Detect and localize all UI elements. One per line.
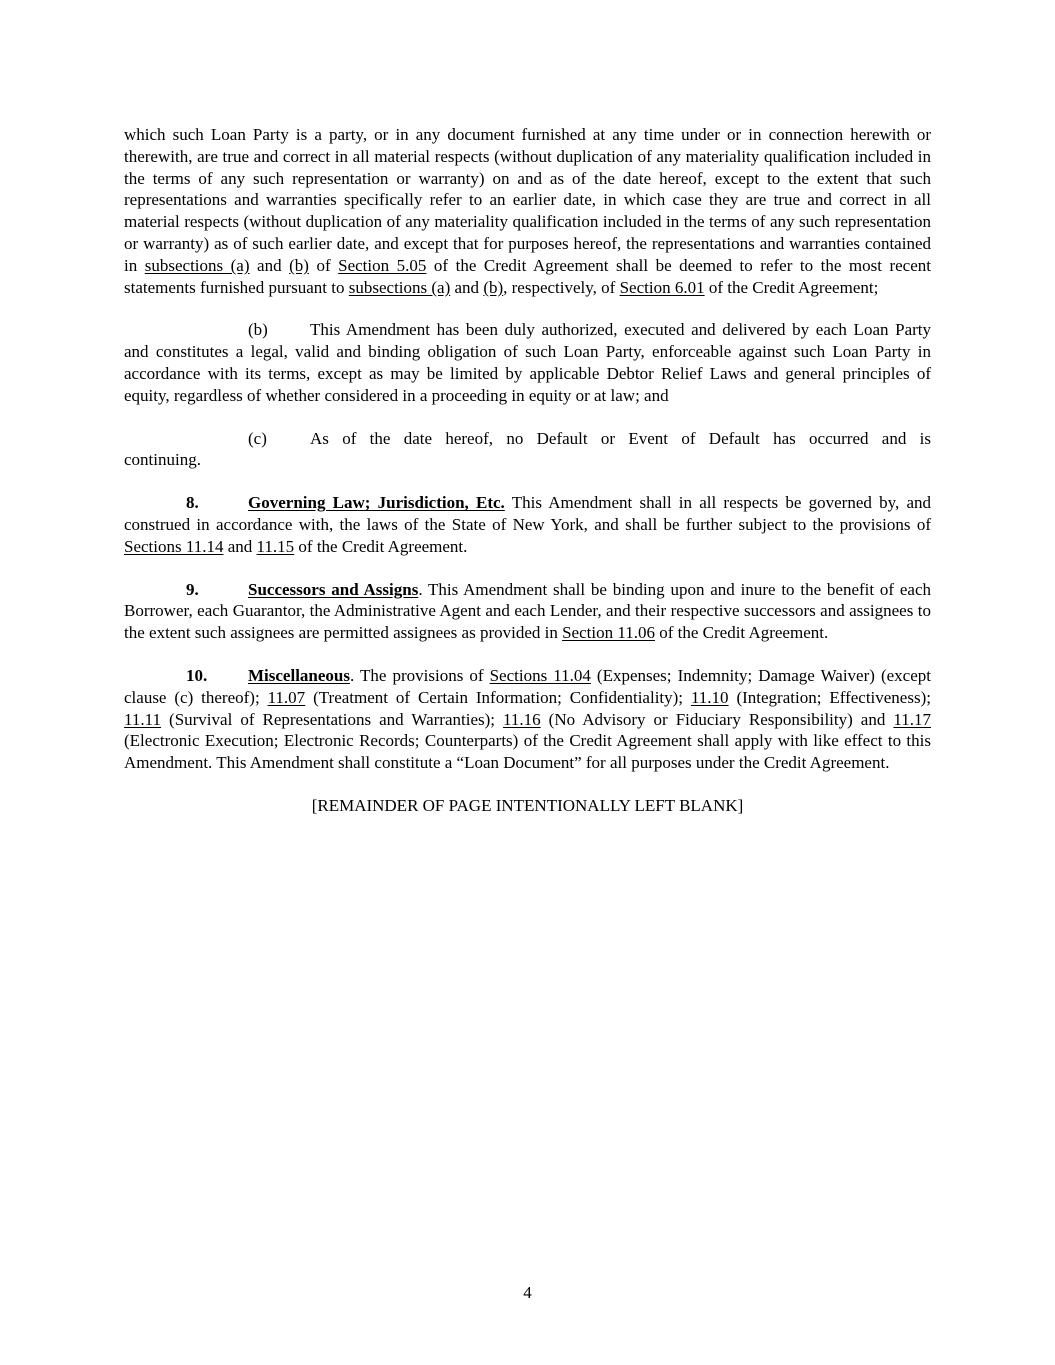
section-10-number: 10.	[186, 665, 208, 685]
section-8-number: 8.	[186, 493, 199, 513]
ref-11-11: 11.11	[124, 709, 161, 729]
paragraph-a-continuation: which such Loan Party is a party, or in any document furnished at any time under or in connection herewith or therewith, are true and correct in all material respects (without duplication of any materiality qualification included in the terms of any such representation or warranty) on and as of the date hereof, except to the extent that such representations and warranties specifically refer to an earlier date, in which case they are true and correct in all material respects (without duplication of any materiality qualification included in the terms of any such representation or warranty) as of such earlier date, and except that for purposes hereof, the representations and warranties contained in subsections (a) and (b) of Section 5.05 of the Credit Agreement shall be deemed to refer to the most recent statements furnished pursuant to subsections (a) and (b), respectively, of Section 6.01 of the Credit Agreement;	[124, 125, 931, 297]
section-8-heading: Governing Law; Jurisdiction, Etc.	[248, 493, 505, 513]
section-10: 10. Miscellaneous. The provisions of Sections 11.04 (Expenses; Indemnity; Damage Waiver) (except clause (c) thereof); 11.07 (Treatment of Certain Information; Confidentiality); 11.10 (Integration; Effectiveness); 11.11 (Survival of Representations and Warranties); 11.16 (No Advisory or Fiduciary Responsibility) and 11.17 (Electronic Execution; Electronic Records; Counterparts) of the Credit Agreement shall apply with like effect to this Amendment. This Amendment shall constitute a “Loan Document” for all purposes under the Credit Agreement.	[124, 665, 931, 773]
section-8: 8. Governing Law; Jurisdiction, Etc. This Amendment shall in all respects be governed by, and construed in accordance with, the laws of the State of New York, and shall be further subject to the provisions of Sections 11.14 and 11.15 of the Credit Agreement.	[124, 493, 932, 556]
ref-11-07: 11.07	[267, 687, 306, 707]
ref-section-6-01: Section 6.01	[619, 277, 705, 297]
page-number: 4	[523, 1283, 532, 1302]
paragraph-c-continued: continuing.	[124, 450, 201, 470]
ref-subsections-a: subsections (a)	[144, 255, 250, 275]
clause-label-b: (b)	[248, 320, 268, 340]
ref-11-17: 11.17	[893, 709, 931, 729]
section-9-number: 9.	[186, 579, 199, 599]
document-page	[124, 124, 931, 817]
ref-b-2: (b)	[483, 277, 504, 297]
ref-section-11-06: Section 11.06	[562, 623, 655, 643]
paragraph-c: (c) As of the date hereof, no Default or Event of Default has occurred and is	[248, 428, 931, 448]
ref-b: (b)	[289, 255, 309, 275]
ref-subsections-a-2: subsections (a)	[348, 277, 451, 297]
ref-section-5-05: Section 5.05	[338, 255, 427, 275]
paragraph-b: (b) This Amendment has been duly authorized, executed and delivered by each Loan Party and constitutes a legal, valid and binding obligation of such Loan Party, enforceable against such Loan Party in accordance with its terms, except as may be limited by applicable Debtor Relief Laws and general principles of equity, regardless of whether considered in a proceeding in equity or at law; and	[124, 320, 931, 405]
section-9: 9. Successors and Assigns. This Amendment shall be binding upon and inure to the benefit of each Borrower, each Guarantor, the Administrative Agent and each Lender, and their respective successors and assignees to the extent such assignees are permitted assignees as provided in Section 11.06 of the Credit Agreement.	[124, 579, 931, 643]
ref-11-10: 11.10	[690, 687, 729, 707]
remainder-note: [REMAINDER OF PAGE INTENTIONALLY LEFT BLANK]	[311, 795, 744, 815]
section-10-heading: Miscellaneous	[248, 665, 350, 685]
ref-sections-11-14: Sections 11.14	[124, 536, 224, 556]
ref-sections-11-04: Sections 11.04	[489, 665, 591, 685]
ref-11-15: 11.15	[256, 536, 295, 556]
clause-label-c: (c)	[248, 428, 267, 448]
section-9-heading: Successors and Assigns	[248, 579, 419, 599]
ref-11-16: 11.16	[503, 709, 541, 729]
